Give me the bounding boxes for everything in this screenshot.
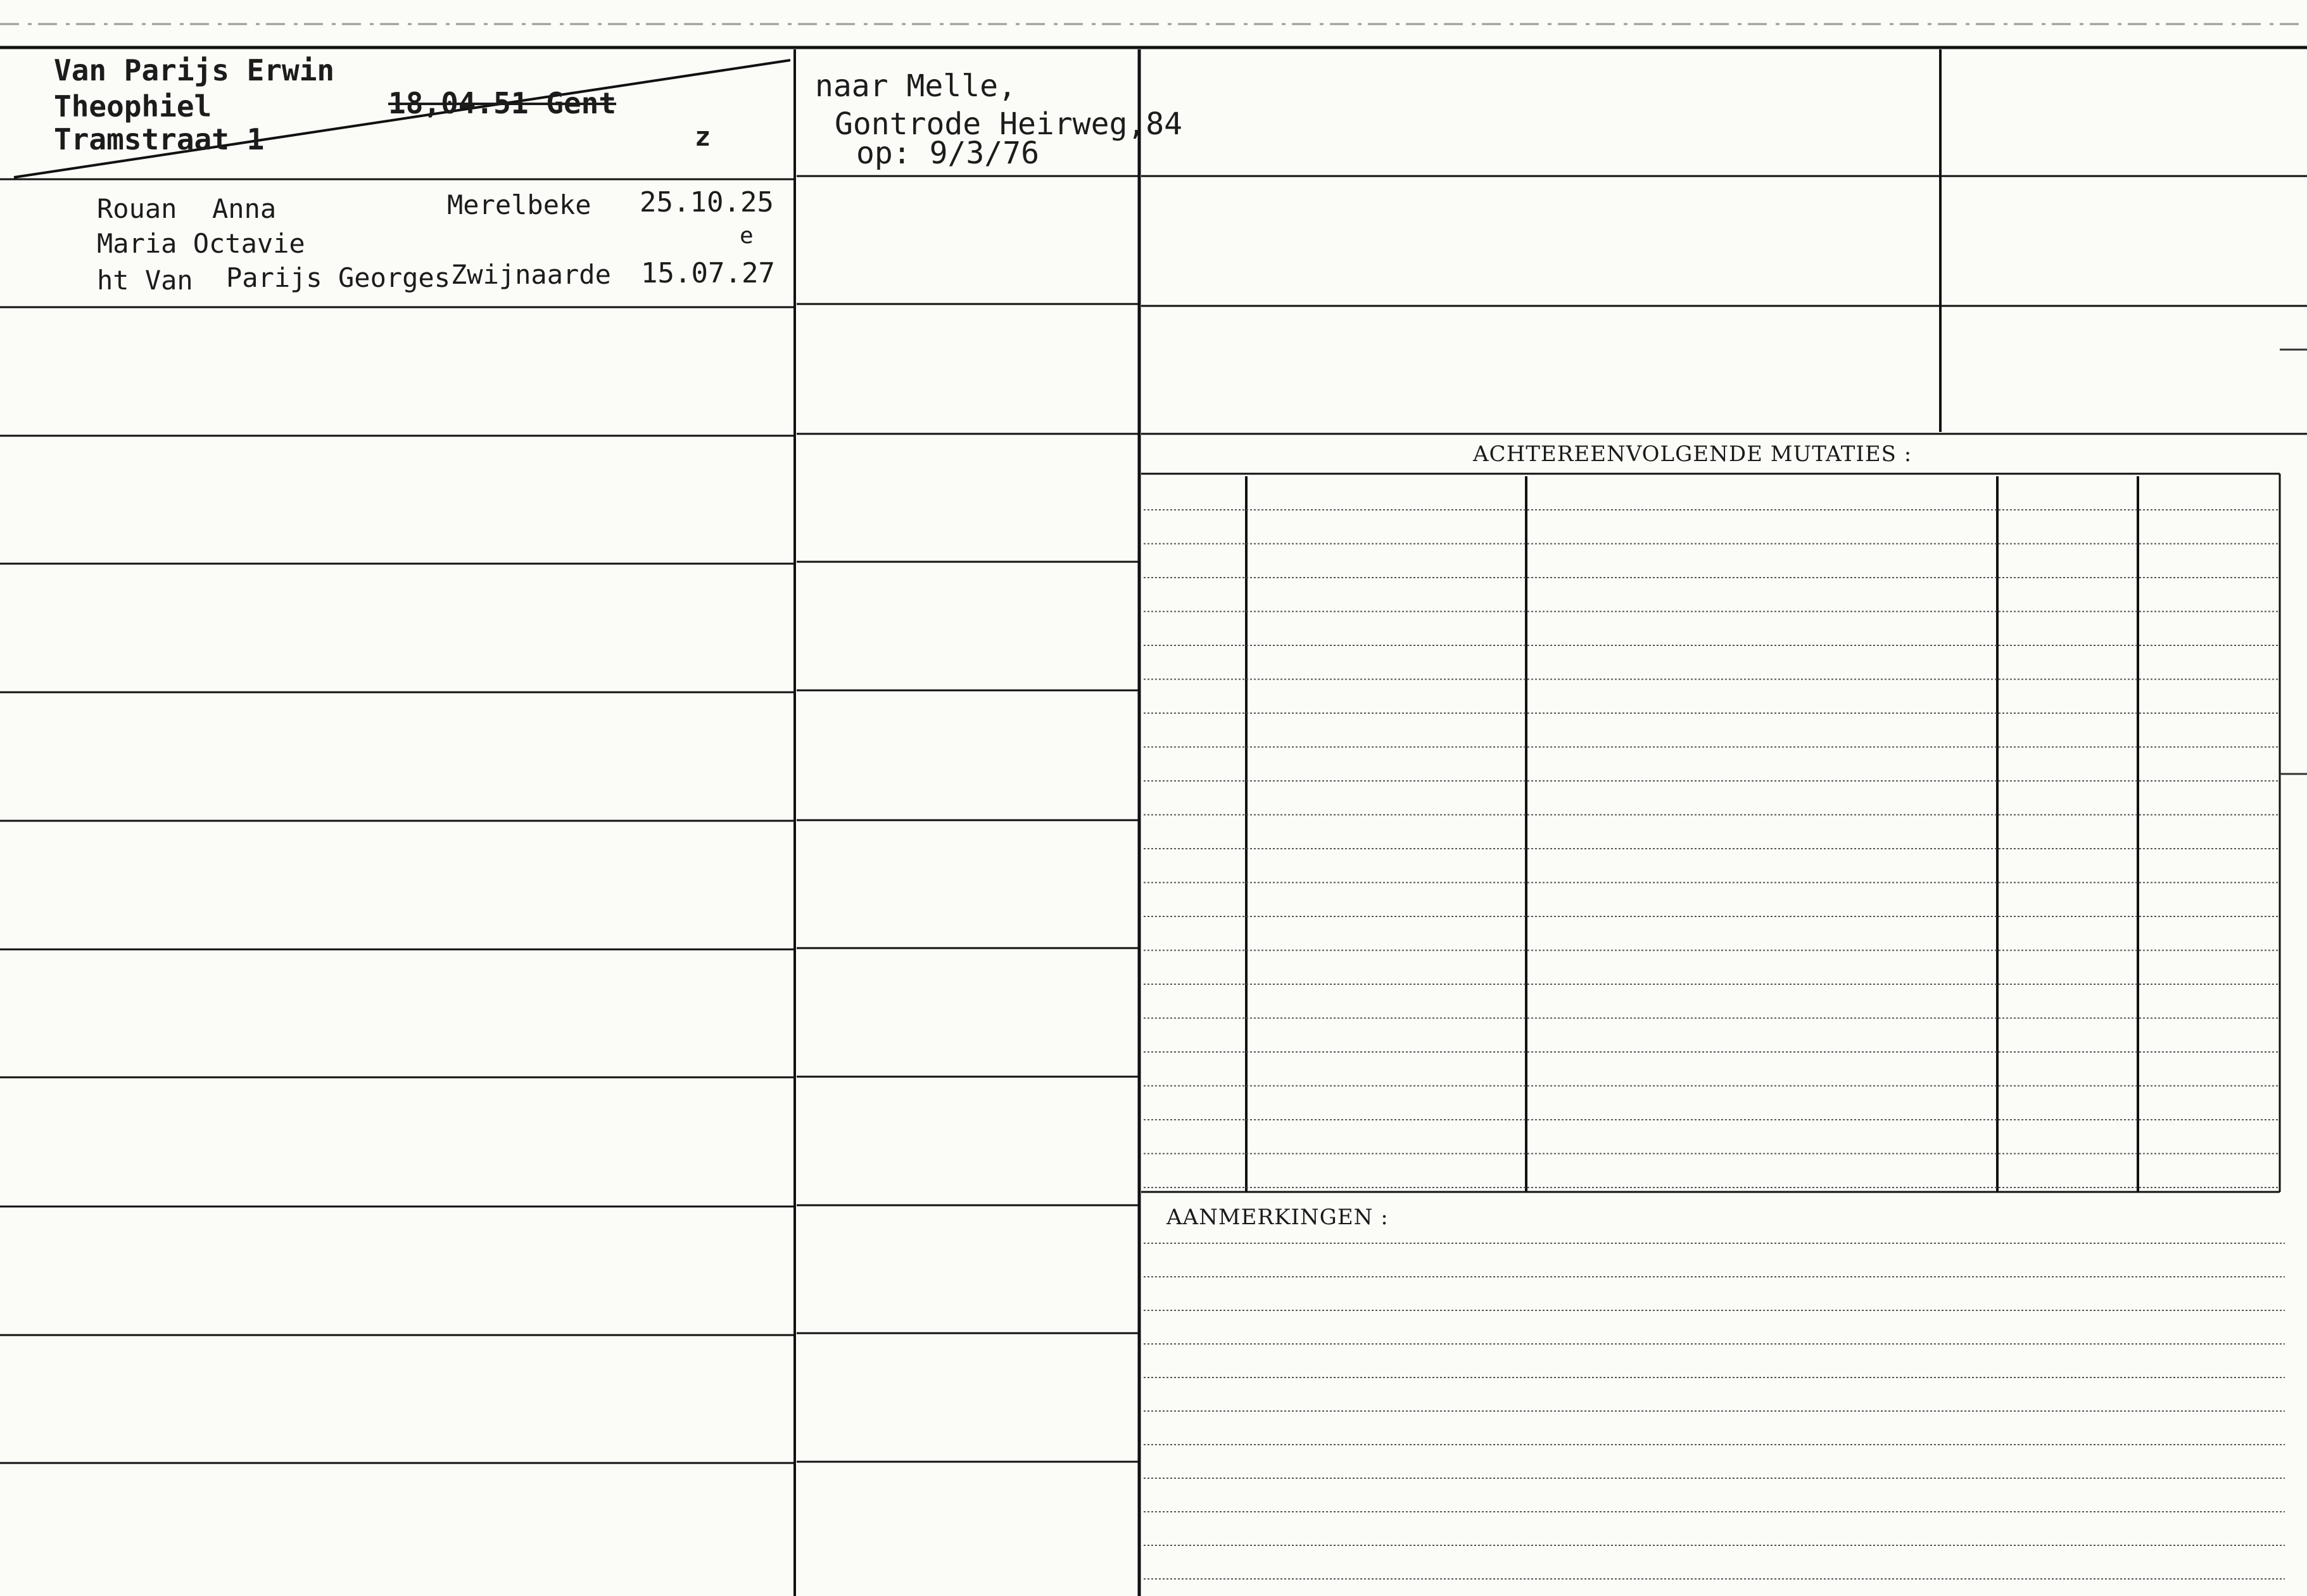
remarks-header: AANMERKINGEN : [1166,1205,1389,1230]
spouse-first-names-2: Maria Octavie [97,228,305,259]
right-upper-row-rules [1141,176,2307,434]
spouse-first-name: Anna [212,193,277,224]
mutations-table [1141,474,2280,1192]
spouse-place-2: Zwijnaarde [451,259,611,290]
head-first-names: Theophiel [54,89,212,124]
spouse-surname: Rouan [97,193,177,224]
head-birth-date-place: 18,04.51 Gent [388,86,617,120]
spouse-birth-date: 25.10.25 [640,186,774,218]
head-code: z [695,121,711,152]
spouse-late-spouse: Parijs Georges [226,262,451,293]
spouse-date-2: 15.07.27 [641,257,775,289]
mutations-header: ACHTEREENVOLGENDE MUTATIES : [1473,441,1912,467]
spouse-birthplace: Merelbeke [447,189,591,220]
move-out-line-3: op: 9/3/76 [856,136,1039,171]
head-name: Van Parijs Erwin [54,53,335,87]
move-out-line-1: naar Melle, [815,68,1016,104]
head-address: Tramstraat 1 [54,122,265,156]
spouse-mark: e [740,223,754,249]
mutations-dotted-rules [1144,510,2279,1188]
move-out-line-2: Gontrode Heirweg,84 [835,106,1183,142]
left-row-rules [0,179,793,1463]
middle-row-rules [797,176,1138,1462]
spouse-widow-note: ht Van [97,265,193,296]
remarks-dotted-rules [1144,1243,2285,1579]
